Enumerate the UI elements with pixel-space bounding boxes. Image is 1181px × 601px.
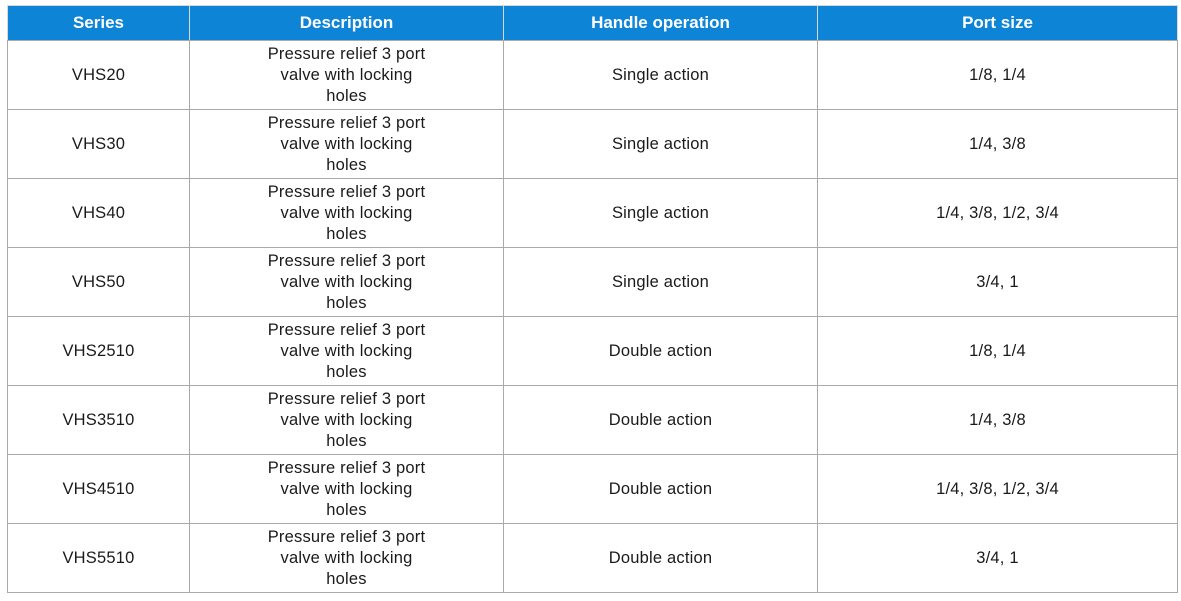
description-text: Pressure relief 3 port valve with locking holes: [267, 251, 426, 312]
table-header-row: [8, 6, 1178, 41]
cell-port-size: 1/8, 1/4: [818, 317, 1178, 386]
cell-series: VHS2510: [8, 317, 190, 386]
header-description: Description: [190, 6, 504, 41]
cell-description: [190, 455, 504, 524]
cell-port-size: 3/4, 1: [818, 524, 1178, 593]
cell-series: VHS5510: [8, 524, 190, 593]
cell-port-size: 1/8, 1/4: [818, 41, 1178, 110]
cell-series: VHS4510: [8, 455, 190, 524]
table-row: [8, 524, 1178, 593]
cell-handle-operation: Double action: [504, 524, 818, 593]
product-table-container: [7, 5, 1177, 593]
description-text: Pressure relief 3 port valve with locking holes: [267, 113, 426, 174]
cell-series: VHS30: [8, 110, 190, 179]
table-row: [8, 317, 1178, 386]
description-text: Pressure relief 3 port valve with locking holes: [267, 320, 426, 381]
cell-port-size: 1/4, 3/8, 1/2, 3/4: [818, 179, 1178, 248]
table-row: [8, 179, 1178, 248]
description-text: Pressure relief 3 port valve with locking holes: [267, 44, 426, 105]
table-row: [8, 386, 1178, 455]
cell-series: VHS3510: [8, 386, 190, 455]
cell-handle-operation: Single action: [504, 248, 818, 317]
cell-handle-operation: Single action: [504, 41, 818, 110]
description-text: Pressure relief 3 port valve with locking holes: [267, 389, 426, 450]
cell-description: [190, 41, 504, 110]
header-handle-operation: Handle operation: [504, 6, 818, 41]
cell-description: [190, 179, 504, 248]
table-row: [8, 248, 1178, 317]
cell-series: VHS40: [8, 179, 190, 248]
cell-description: [190, 110, 504, 179]
cell-port-size: 3/4, 1: [818, 248, 1178, 317]
cell-handle-operation: Single action: [504, 179, 818, 248]
product-table: [7, 5, 1178, 593]
cell-handle-operation: Double action: [504, 455, 818, 524]
cell-series: VHS20: [8, 41, 190, 110]
cell-description: [190, 248, 504, 317]
header-series: Series: [8, 6, 190, 41]
cell-port-size: 1/4, 3/8: [818, 386, 1178, 455]
description-text: Pressure relief 3 port valve with locking holes: [267, 527, 426, 588]
table-row: [8, 110, 1178, 179]
header-port-size: Port size: [818, 6, 1178, 41]
description-text: Pressure relief 3 port valve with locking holes: [267, 182, 426, 243]
description-text: Pressure relief 3 port valve with locking holes: [267, 458, 426, 519]
table-row: [8, 41, 1178, 110]
table-row: [8, 455, 1178, 524]
cell-description: [190, 317, 504, 386]
cell-port-size: 1/4, 3/8, 1/2, 3/4: [818, 455, 1178, 524]
cell-description: [190, 524, 504, 593]
cell-handle-operation: Single action: [504, 110, 818, 179]
cell-series: VHS50: [8, 248, 190, 317]
cell-port-size: 1/4, 3/8: [818, 110, 1178, 179]
cell-description: [190, 386, 504, 455]
cell-handle-operation: Double action: [504, 386, 818, 455]
cell-handle-operation: Double action: [504, 317, 818, 386]
